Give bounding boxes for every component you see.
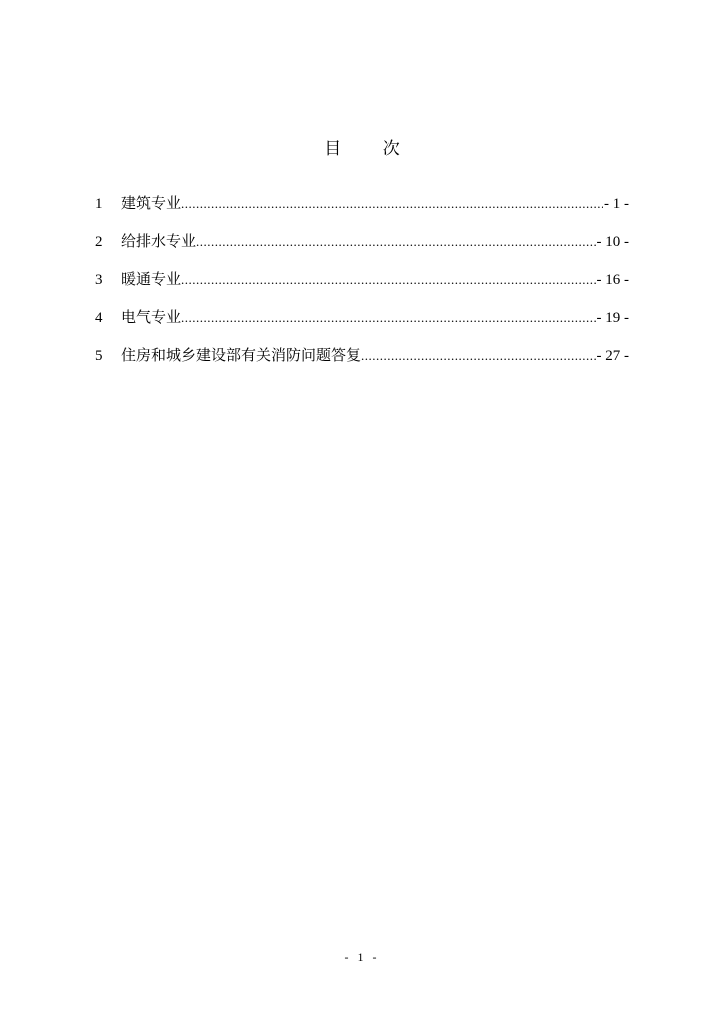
page-number: - 1 - xyxy=(344,950,380,964)
toc-entry-page: - 27 - xyxy=(596,348,629,364)
toc-entry-label: 住房和城乡建设部有关消防问题答复 xyxy=(121,346,362,364)
toc-entry-label: 建筑专业 xyxy=(121,194,182,212)
toc-list xyxy=(95,192,629,382)
toc-entry-label: 给排水专业 xyxy=(121,232,197,250)
toc-title: 目 次 xyxy=(324,139,418,159)
toc-entry-page: - 16 - xyxy=(596,272,629,288)
toc-dot-leader xyxy=(181,310,595,326)
toc-entry-label: 电气专业 xyxy=(121,308,182,326)
toc-entry-number: 5 xyxy=(95,348,103,364)
toc-entry-number: 1 xyxy=(95,196,103,212)
toc-entry-page: - 10 - xyxy=(596,234,629,250)
toc-entry-fire-qa[interactable] xyxy=(95,344,629,382)
toc-dot-leader xyxy=(181,196,603,212)
toc-entry-hvac[interactable] xyxy=(95,268,629,306)
toc-entry-number: 4 xyxy=(95,310,103,326)
toc-dot-leader xyxy=(361,348,595,364)
toc-entry-number: 2 xyxy=(95,234,103,250)
toc-entry-label: 暖通专业 xyxy=(121,270,182,288)
toc-entry-electrical[interactable] xyxy=(95,306,629,344)
toc-dot-leader xyxy=(196,234,595,250)
toc-entry-architecture[interactable] xyxy=(95,192,629,230)
toc-dot-leader xyxy=(181,272,595,288)
toc-entry-number: 3 xyxy=(95,272,103,288)
toc-entry-plumbing[interactable] xyxy=(95,230,629,268)
toc-entry-page: - 1 - xyxy=(604,196,629,212)
toc-entry-page: - 19 - xyxy=(596,310,629,326)
